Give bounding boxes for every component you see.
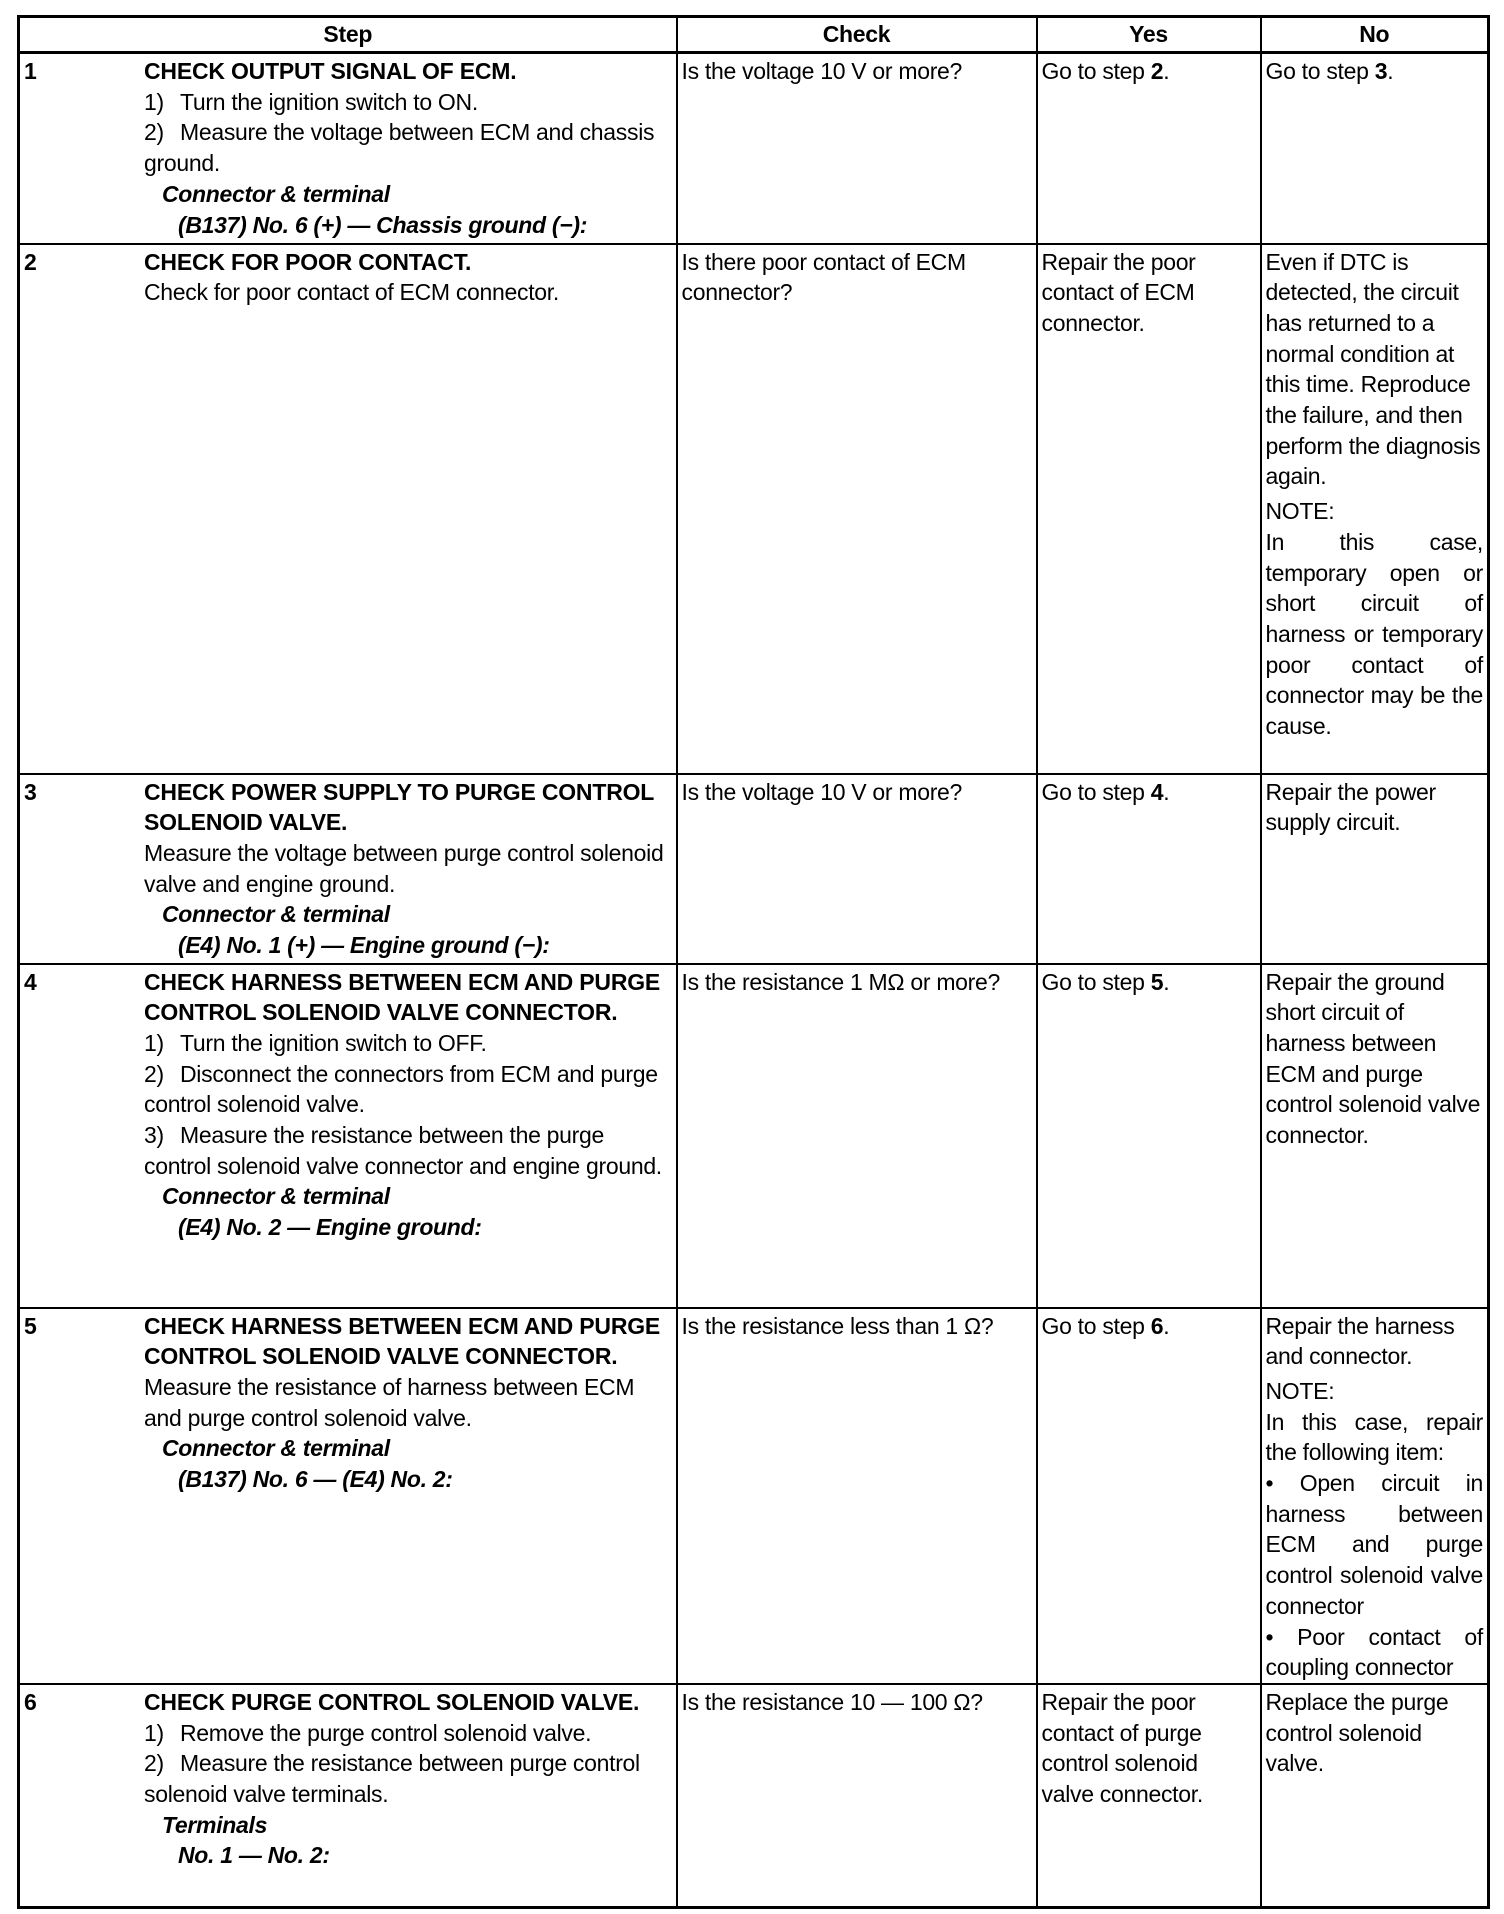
step-number: 3	[24, 778, 37, 805]
terminals-label: Terminals	[162, 1811, 268, 1838]
note-text: In this case, repair the following item:	[1265, 1408, 1483, 1466]
step-instruction: Check for poor contact of ECM connector.	[144, 279, 559, 306]
header-check: Check	[677, 17, 1037, 53]
check-cell: Is the voltage 10 V or more?	[677, 53, 1037, 244]
connector-terminal-value: (E4) No. 1 (+) — Engine ground (−):	[178, 932, 550, 959]
step-instruction: 1) Remove the purge control solenoid valve.	[144, 1719, 592, 1746]
step-number: 5	[24, 1312, 37, 1339]
step-number: 6	[24, 1688, 37, 1715]
step-cell	[19, 964, 677, 1308]
connector-label: Connector & terminal	[162, 1435, 390, 1462]
terminals-value: No. 1 — No. 2:	[178, 1842, 330, 1869]
goto-step-link: 5	[1150, 968, 1164, 995]
step-instruction: 1) Turn the ignition switch to OFF.	[144, 1029, 487, 1056]
yes-cell: Repair the poor contact of purge control solenoid valve connector.	[1037, 1684, 1261, 1908]
step-title: CHECK FOR POOR CONTACT.	[144, 248, 472, 275]
step-title: CHECK HARNESS BETWEEN ECM AND PURGE CONTROL SOLENOID VALVE CONNECTOR.	[144, 968, 661, 1026]
no-cell: Go to step 3.	[1261, 53, 1489, 244]
no-cell: Repair the power supply circuit.	[1261, 774, 1489, 964]
step-instruction: 3) Measure the resistance between the purge control solenoid valve connector and engine ground.	[144, 1122, 662, 1179]
table-row-step-2	[19, 244, 1489, 774]
step-instruction: Measure the resistance of harness between ECM and purge control solenoid valve.	[144, 1373, 635, 1431]
step-cell	[19, 1308, 677, 1684]
step-number: 4	[24, 968, 37, 995]
step-title: CHECK PURGE CONTROL SOLENOID VALVE.	[144, 1688, 640, 1715]
check-cell: Is the voltage 10 V or more?	[677, 774, 1037, 964]
no-cell	[1261, 1308, 1489, 1684]
table-row-step-6	[19, 1684, 1489, 1908]
goto-step-link: 4	[1150, 778, 1164, 805]
table-header-row	[19, 17, 1489, 53]
goto-step-link: 2	[1150, 58, 1164, 84]
note-text: In this case, temporary open or short circuit of harness or temporary poor contact of connector may be the cause.	[1265, 528, 1483, 740]
connector-terminal-value: (B137) No. 6 (+) — Chassis ground (−):	[178, 211, 588, 238]
step-cell	[19, 53, 677, 244]
step-instruction: 2) Measure the voltage between ECM and chassis ground.	[144, 119, 655, 177]
note-bullet: • Open circuit in harness between ECM and purge control solenoid valve connector	[1265, 1470, 1483, 1619]
table-row-step-1	[19, 53, 1489, 244]
connector-terminal-value: (B137) No. 6 — (E4) No. 2:	[178, 1466, 453, 1493]
step-cell	[19, 1684, 677, 1908]
step-title: CHECK POWER SUPPLY TO PURGE CONTROL SOLENOID VALVE.	[144, 778, 654, 836]
table-row-step-4	[19, 964, 1489, 1308]
yes-cell: Go to step 5.	[1037, 964, 1261, 1308]
note-heading: NOTE:	[1265, 498, 1335, 525]
connector-label: Connector & terminal	[162, 180, 390, 207]
no-cell: Replace the purge control solenoid valve.	[1261, 1684, 1489, 1908]
yes-cell: Repair the poor contact of ECM connector.	[1037, 244, 1261, 774]
diagnostic-procedure-table	[17, 15, 1490, 1909]
step-instruction: Measure the voltage between purge control solenoid valve and engine ground.	[144, 839, 664, 897]
header-yes: Yes	[1037, 17, 1261, 53]
goto-step-link: 3	[1374, 58, 1388, 84]
step-number: 1	[24, 58, 37, 84]
yes-cell: Go to step 6.	[1037, 1308, 1261, 1684]
step-cell	[19, 244, 677, 774]
goto-step-link: 6	[1150, 1312, 1164, 1339]
step-title: CHECK HARNESS BETWEEN ECM AND PURGE CONTROL SOLENOID VALVE CONNECTOR.	[144, 1312, 661, 1370]
connector-label: Connector & terminal	[162, 901, 390, 928]
yes-cell: Go to step 4.	[1037, 774, 1261, 964]
no-cell: Repair the ground short circuit of harness between ECM and purge control solenoid valve connector.	[1261, 964, 1489, 1308]
check-cell: Is the resistance less than 1 Ω?	[677, 1308, 1037, 1684]
check-cell: Is there poor contact of ECM connector?	[677, 244, 1037, 774]
step-number: 2	[24, 248, 37, 275]
check-cell: Is the resistance 10 — 100 Ω?	[677, 1684, 1037, 1908]
step-instruction: 2) Measure the resistance between purge control solenoid valve terminals.	[144, 1750, 640, 1808]
header-no: No	[1261, 17, 1489, 53]
no-result-text: Even if DTC is detected, the circuit has returned to a normal condition at this time. Reproduce the failure, and then perform the diagnosis again.	[1265, 248, 1481, 490]
step-instruction: 1) Turn the ignition switch to ON.	[144, 88, 478, 115]
step-instruction: 2) Disconnect the connectors from ECM and purge control solenoid valve.	[144, 1060, 658, 1118]
note-heading: NOTE:	[1265, 1377, 1335, 1404]
table-row-step-3	[19, 774, 1489, 964]
check-cell: Is the resistance 1 MΩ or more?	[677, 964, 1037, 1308]
connector-terminal-value: (E4) No. 2 — Engine ground:	[178, 1214, 482, 1241]
note-bullet: • Poor contact of coupling connector	[1265, 1623, 1483, 1681]
yes-cell: Go to step 2.	[1037, 53, 1261, 244]
no-cell	[1261, 244, 1489, 774]
no-result-text: Repair the harness and connector.	[1265, 1312, 1455, 1370]
step-cell	[19, 774, 677, 964]
header-step: Step	[19, 17, 677, 53]
table-row-step-5	[19, 1308, 1489, 1684]
step-title: CHECK OUTPUT SIGNAL OF ECM.	[144, 58, 517, 84]
connector-label: Connector & terminal	[162, 1183, 390, 1210]
